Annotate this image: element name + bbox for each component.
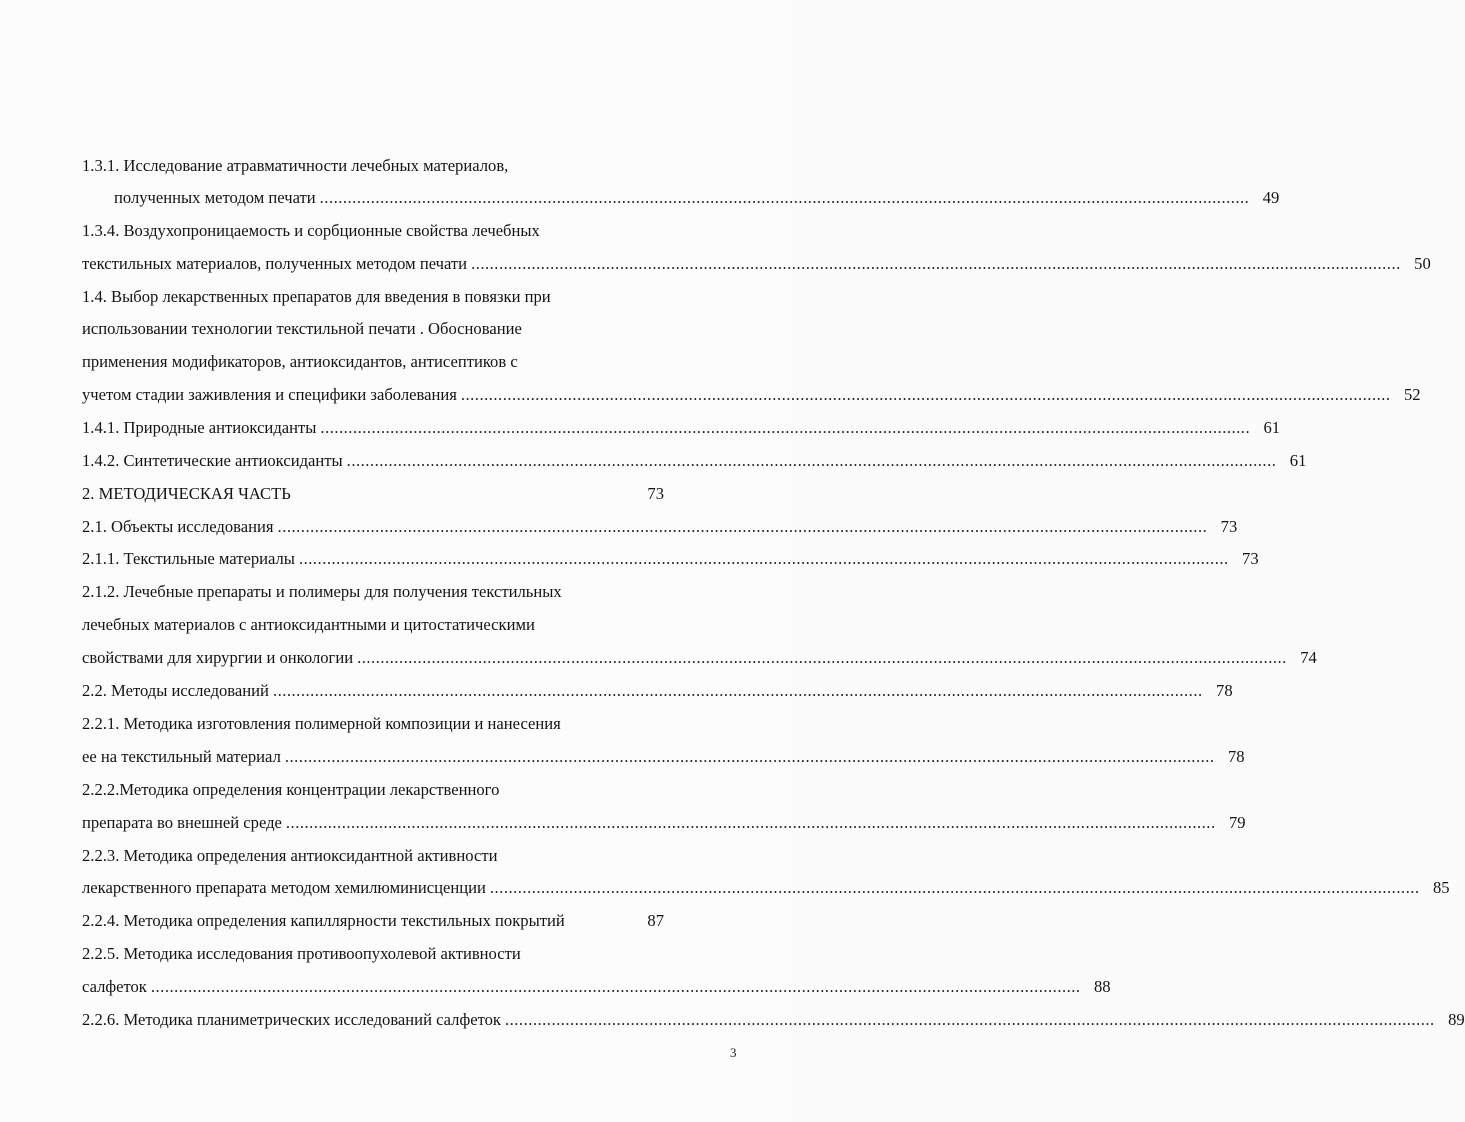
toc-entry: [82, 546, 1259, 572]
dot-leader: ........................................................................................................................................................................................................: [346, 451, 1277, 470]
toc-entry: [82, 645, 1317, 671]
toc-entry: [82, 612, 664, 638]
toc-entry: [82, 514, 1238, 540]
toc-entry-text: применения модификаторов, антиоксидантов, антисептиков с: [82, 352, 518, 371]
toc-entry: [82, 349, 664, 375]
dot-leader: ........................................................................................................................................................................................................: [277, 517, 1208, 536]
toc-entry: [82, 218, 664, 244]
toc-entry-text: препарата во внешней среде: [82, 813, 282, 832]
toc-entry: [82, 316, 664, 342]
toc-entry-text: 2.2.5. Методика исследования противоопухолевой активности: [82, 944, 521, 963]
toc-page-number: 78: [1227, 747, 1245, 766]
toc-entry-text: 2.2.1. Методика изготовления полимерной композиции и нанесения: [82, 714, 561, 733]
toc-entry: [82, 153, 664, 179]
toc-page-number: 88: [1093, 977, 1111, 996]
toc-entry-text: 2.2. Методы исследований: [82, 681, 269, 700]
toc-entry: [82, 777, 664, 803]
toc-entry: [82, 941, 664, 967]
toc-entry-text: ее на текстильный материал: [82, 747, 281, 766]
page-number: 3: [730, 1045, 737, 1060]
toc-entry: [82, 974, 1111, 1000]
dot-leader: ........................................................................................................................................................................................................: [489, 878, 1420, 897]
toc-page-number: 50: [1414, 254, 1431, 273]
toc-entry-text: полученных методом печати: [114, 188, 316, 207]
toc-entry: [82, 711, 664, 737]
toc-entry-text: 2.2.2.Методика определения концентрации лекарственного: [82, 780, 500, 799]
toc-entry: [82, 579, 664, 605]
toc-entry-text: текстильных материалов, полученных методом печати: [82, 254, 468, 273]
toc-entry-text: учетом стадии заживления и специфики заболевания: [82, 385, 457, 404]
toc-page-number: 52: [1403, 385, 1421, 404]
toc-entry-text: 2. МЕТОДИЧЕСКАЯ ЧАСТЬ: [82, 484, 291, 503]
dot-leader: ........................................................................................................................................................................................................: [272, 681, 1203, 700]
toc-entry: [82, 382, 1421, 408]
dot-leader: ........................................................................................................................................................................................................: [504, 1010, 1435, 1029]
toc-page-number: 79: [1229, 813, 1246, 832]
toc-entry-text: 1.4. Выбор лекарственных препаратов для введения в повязки при: [82, 287, 551, 306]
toc-entry-text: 2.2.6. Методика планиметрических исследований салфеток: [82, 1010, 501, 1029]
dot-leader: ........................................................................................................................................................................................................: [285, 813, 1216, 832]
toc-page-number: 61: [1289, 451, 1307, 470]
toc-entry-text: лекарственного препарата методом хемилюминисценции: [82, 878, 486, 897]
toc-entry-text: 1.4.2. Синтетические антиоксиданты: [82, 451, 343, 470]
toc-entry-text: 2.2.4. Методика определения капиллярности текстильных покрытий: [82, 911, 565, 930]
toc-entry: [82, 415, 1281, 441]
dot-leader: ........................................................................................................................................................................................................: [298, 549, 1229, 568]
toc-entry-text: 1.4.1. Природные антиоксиданты: [82, 418, 317, 437]
toc-entry-text: 2.1.1. Текстильные материалы: [82, 549, 295, 568]
toc-entry-text: свойствами для хирургии и онкологии: [82, 648, 354, 667]
toc-entry: [82, 251, 1431, 277]
toc-entry: [82, 678, 1233, 704]
dot-leader: ........................................................................................................................................................................................................: [460, 385, 1391, 404]
toc-entry: [82, 481, 664, 507]
dot-leader: ........................................................................................................................................................................................................: [284, 747, 1215, 766]
toc-entry: [82, 908, 664, 934]
toc-page-number: 78: [1216, 681, 1233, 700]
dot-leader: ........................................................................................................................................................................................................: [320, 418, 1251, 437]
toc-page-number: 89: [1448, 1010, 1465, 1029]
toc-entry: [82, 875, 1450, 901]
dot-leader: ........................................................................................................................................................................................................: [471, 254, 1401, 273]
toc-entry-text: салфеток: [82, 977, 147, 996]
toc-page-number: 85: [1432, 878, 1450, 897]
toc-entry: [82, 744, 1245, 770]
toc-entry-text: 1.3.4. Воздухопроницаемость и сорбционные свойства лечебных: [82, 221, 540, 240]
toc-page-number: 61: [1263, 418, 1281, 437]
dot-leader: ........................................................................................................................................................................................................: [357, 648, 1287, 667]
toc-page-number: 74: [1300, 648, 1317, 667]
toc-entry: [82, 810, 1246, 836]
toc-entry-text: лечебных материалов с антиоксидантными и цитостатическими: [82, 615, 535, 634]
toc-page-number: 73: [647, 484, 664, 503]
toc-page-number: 87: [647, 911, 664, 930]
toc-entry: [82, 843, 664, 869]
dot-leader: ........................................................................................................................................................................................................: [150, 977, 1081, 996]
toc-entry: [114, 185, 1280, 211]
dot-leader: ........................................................................................................................................................................................................: [319, 188, 1250, 207]
toc-entry-text: использовании технологии текстильной печати . Обоснование: [82, 319, 522, 338]
toc-page-number: 49: [1262, 188, 1280, 207]
toc-entry: [82, 448, 1307, 474]
toc-entry-text: 2.1. Объекты исследования: [82, 517, 274, 536]
toc-entry: [82, 1007, 1465, 1033]
toc-page-number: 73: [1242, 549, 1259, 568]
toc-entry-text: 2.2.3. Методика определения антиоксидантной активности: [82, 846, 498, 865]
toc-entry: [82, 284, 664, 310]
toc-entry-text: 2.1.2. Лечебные препараты и полимеры для получения текстильных: [82, 582, 562, 601]
toc-page-number: 73: [1220, 517, 1238, 536]
toc-entry-text: 1.3.1. Исследование атравматичности лечебных материалов,: [82, 156, 509, 175]
